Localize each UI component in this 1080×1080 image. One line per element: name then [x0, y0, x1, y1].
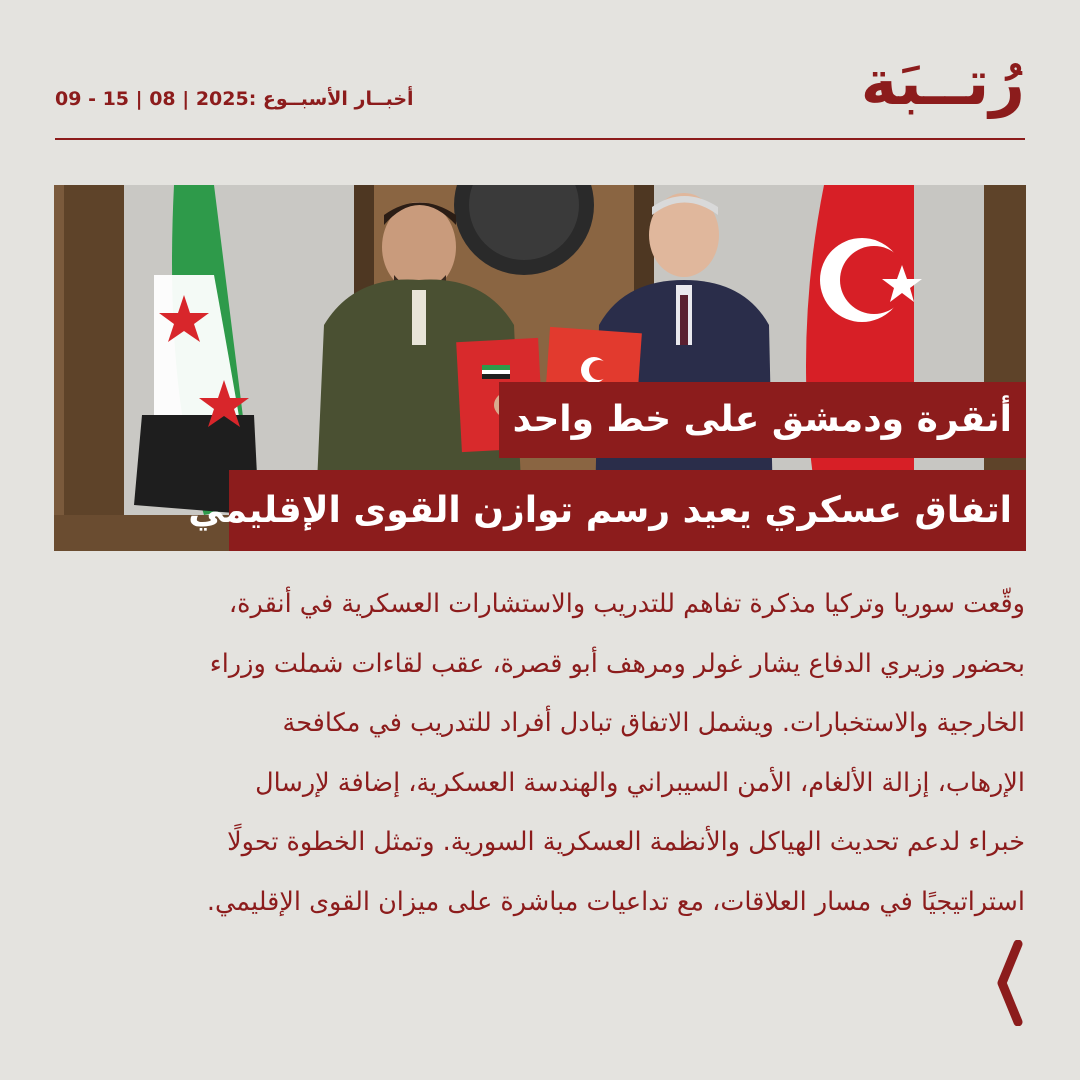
headline-line-2: اتفاق عسكري يعيد رسم توازن القوى الإقليمي	[229, 470, 1026, 551]
body-line: بحضور وزيري الدفاع يشار غولر ومرهف أبو قصرة، عقب لقاءات شملت وزراء	[209, 648, 1025, 679]
body-line: وقّعت سوريا وتركيا مذكرة تفاهم للتدريب والاستشارات العسكرية في أنقرة،	[228, 589, 1025, 619]
body-line: الإرهاب، إزالة الألغام، الأمن السيبراني والهندسة العسكرية، إضافة لإرسال	[255, 767, 1025, 798]
body-line: استراتيجيًا في مسار العلاقات، مع تداعيات مباشرة على ميزان القوى الإقليمي.	[206, 886, 1025, 917]
body-line: خبراء لدعم تحديث الهياكل والأنظمة العسكرية السورية. وتمثل الخطوة تحولًا	[227, 827, 1025, 857]
dateline: أخبــار الأسبــوع :2025 | 08 | 15 - 09	[55, 88, 414, 110]
brand-logo: رُتــبَة	[860, 46, 1025, 119]
headline-line-1: أنقرة ودمشق على خط واحد	[499, 382, 1026, 458]
chevron-left-icon	[996, 940, 1032, 1026]
article-body	[55, 575, 1025, 932]
body-line: الخارجية والاستخبارات. ويشمل الاتفاق تبادل أفراد للتدريب في مكافحة	[282, 708, 1025, 738]
next-slide-button[interactable]	[996, 940, 1032, 1030]
header-divider	[55, 138, 1025, 140]
